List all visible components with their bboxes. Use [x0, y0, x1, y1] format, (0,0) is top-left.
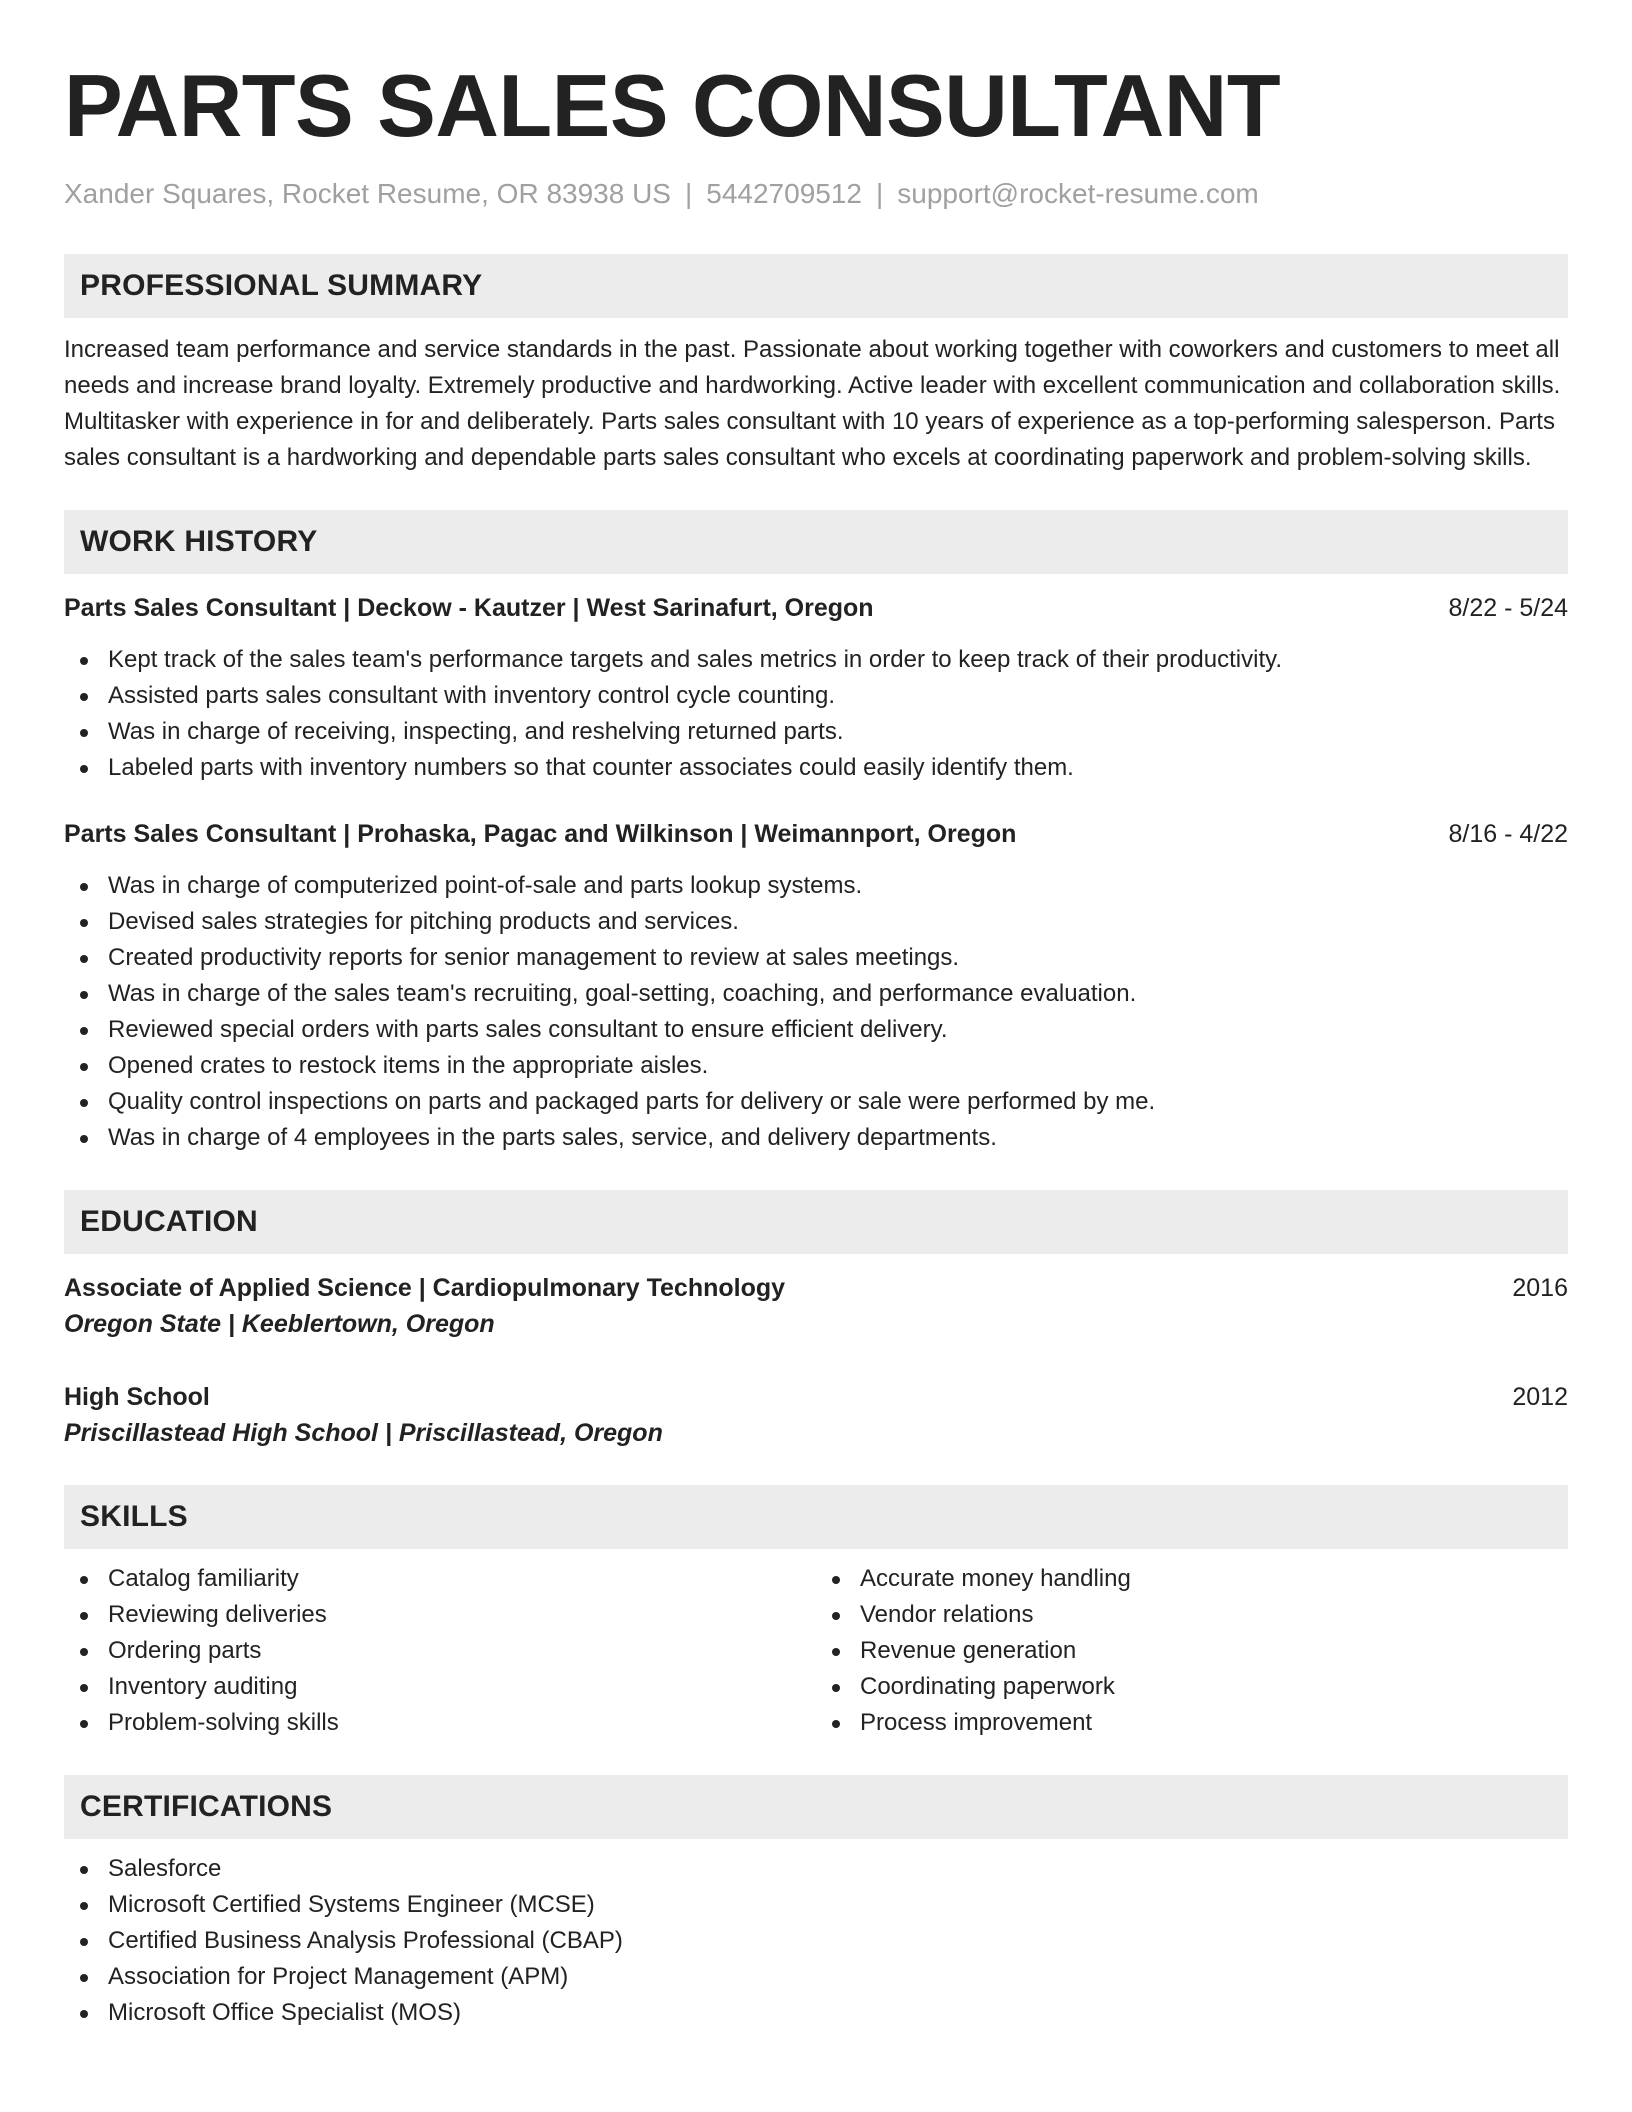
job-bullet: Reviewed special orders with parts sales consultant to ensure efficient delivery. [64, 1012, 1568, 1048]
skill-item: Ordering parts [64, 1633, 816, 1669]
certification-item: Salesforce [64, 1851, 1568, 1887]
education-entry [64, 1379, 1568, 1451]
job-bullet: Quality control inspections on parts and packaged parts for delivery or sale were performed by me. [64, 1084, 1568, 1120]
contact-email: support@rocket-resume.com [897, 178, 1259, 209]
job-bullet: Devised sales strategies for pitching products and services. [64, 904, 1568, 940]
skill-item: Catalog familiarity [64, 1561, 816, 1597]
education-degree: High School [64, 1383, 210, 1411]
skills-column-left [64, 1561, 816, 1741]
job-bullet: Was in charge of the sales team's recruiting, goal-setting, coaching, and performance evaluation. [64, 976, 1568, 1012]
skill-item: Accurate money handling [816, 1561, 1568, 1597]
education-header [64, 1379, 1568, 1415]
contact-separator: | [876, 178, 884, 209]
skill-item: Vendor relations [816, 1597, 1568, 1633]
skill-item: Coordinating paperwork [816, 1669, 1568, 1705]
contact-address: Xander Squares, Rocket Resume, OR 83938 US [64, 178, 671, 209]
job-dates: 8/16 - 4/22 [1448, 820, 1568, 848]
education-year: 2012 [1512, 1383, 1568, 1411]
job-bullet: Was in charge of receiving, inspecting, and reshelving returned parts. [64, 714, 1568, 750]
certification-item: Microsoft Office Specialist (MOS) [64, 1995, 1568, 2031]
job-bullet: Kept track of the sales team's performance targets and sales metrics in order to keep track of their productivity. [64, 642, 1568, 678]
skills-column-right [816, 1561, 1568, 1741]
job-bullets [64, 868, 1568, 1156]
job-bullet: Created productivity reports for senior management to review at sales meetings. [64, 940, 1568, 976]
job-bullets [64, 642, 1568, 786]
education-degree: Associate of Applied Science | Cardiopulmonary Technology [64, 1274, 786, 1302]
job-bullet: Was in charge of 4 employees in the parts sales, service, and delivery departments. [64, 1120, 1568, 1156]
job-entry [64, 816, 1568, 1156]
skill-item: Reviewing deliveries [64, 1597, 816, 1633]
certifications-list [64, 1851, 1568, 2031]
education-school: Priscillastead High School | Priscillastead, Oregon [64, 1419, 663, 1447]
job-entry [64, 590, 1568, 786]
certification-item: Association for Project Management (APM) [64, 1959, 1568, 1995]
job-header [64, 816, 1568, 852]
summary-heading: PROFESSIONAL SUMMARY [64, 254, 1568, 318]
resume-title: PARTS SALES CONSULTANT [64, 56, 1281, 155]
work-history-heading: WORK HISTORY [64, 510, 1568, 574]
education-header [64, 1270, 1568, 1306]
job-title: Parts Sales Consultant | Prohaska, Pagac and Wilkinson | Weimannport, Oregon [64, 820, 1017, 848]
job-bullet: Opened crates to restock items in the appropriate aisles. [64, 1048, 1568, 1084]
education-school: Oregon State | Keeblertown, Oregon [64, 1310, 495, 1338]
contact-separator: | [684, 178, 693, 209]
summary-text: Increased team performance and service standards in the past. Passionate about working together with coworkers and customers to meet all needs and increase brand loyalty. Extremely productive and hardworking. Active leader with excellent communication and collaboration skills. Multitasker with experience in for and deliberately. Parts sales consultant with 10 years of experience as a top-performing salesperson. Parts sales consultant is a hardworking and dependable parts sales consultant who excels at coordinating paperwork and problem-solving skills. [64, 336, 1561, 471]
education-entry [64, 1270, 1568, 1342]
education-heading: EDUCATION [64, 1190, 1568, 1254]
skill-item: Inventory auditing [64, 1669, 816, 1705]
contact-line [64, 176, 1568, 212]
education-year: 2016 [1512, 1274, 1568, 1302]
job-header [64, 590, 1568, 626]
job-bullet: Was in charge of computerized point-of-sale and parts lookup systems. [64, 868, 1568, 904]
job-bullet: Labeled parts with inventory numbers so that counter associates could easily identify them. [64, 750, 1568, 786]
skills-grid [64, 1561, 1568, 1741]
skill-item: Revenue generation [816, 1633, 1568, 1669]
certifications-heading: CERTIFICATIONS [64, 1775, 1568, 1839]
job-title: Parts Sales Consultant | Deckow - Kautzer | West Sarinafurt, Oregon [64, 594, 874, 622]
certification-item: Microsoft Certified Systems Engineer (MCSE) [64, 1887, 1568, 1923]
certification-item: Certified Business Analysis Professional (CBAP) [64, 1923, 1568, 1959]
job-dates: 8/22 - 5/24 [1448, 594, 1568, 622]
skills-heading: SKILLS [64, 1485, 1568, 1549]
skill-item: Process improvement [816, 1705, 1568, 1741]
job-bullet: Assisted parts sales consultant with inventory control cycle counting. [64, 678, 1568, 714]
skill-item: Problem-solving skills [64, 1705, 816, 1741]
contact-phone: 5442709512 [706, 178, 862, 209]
